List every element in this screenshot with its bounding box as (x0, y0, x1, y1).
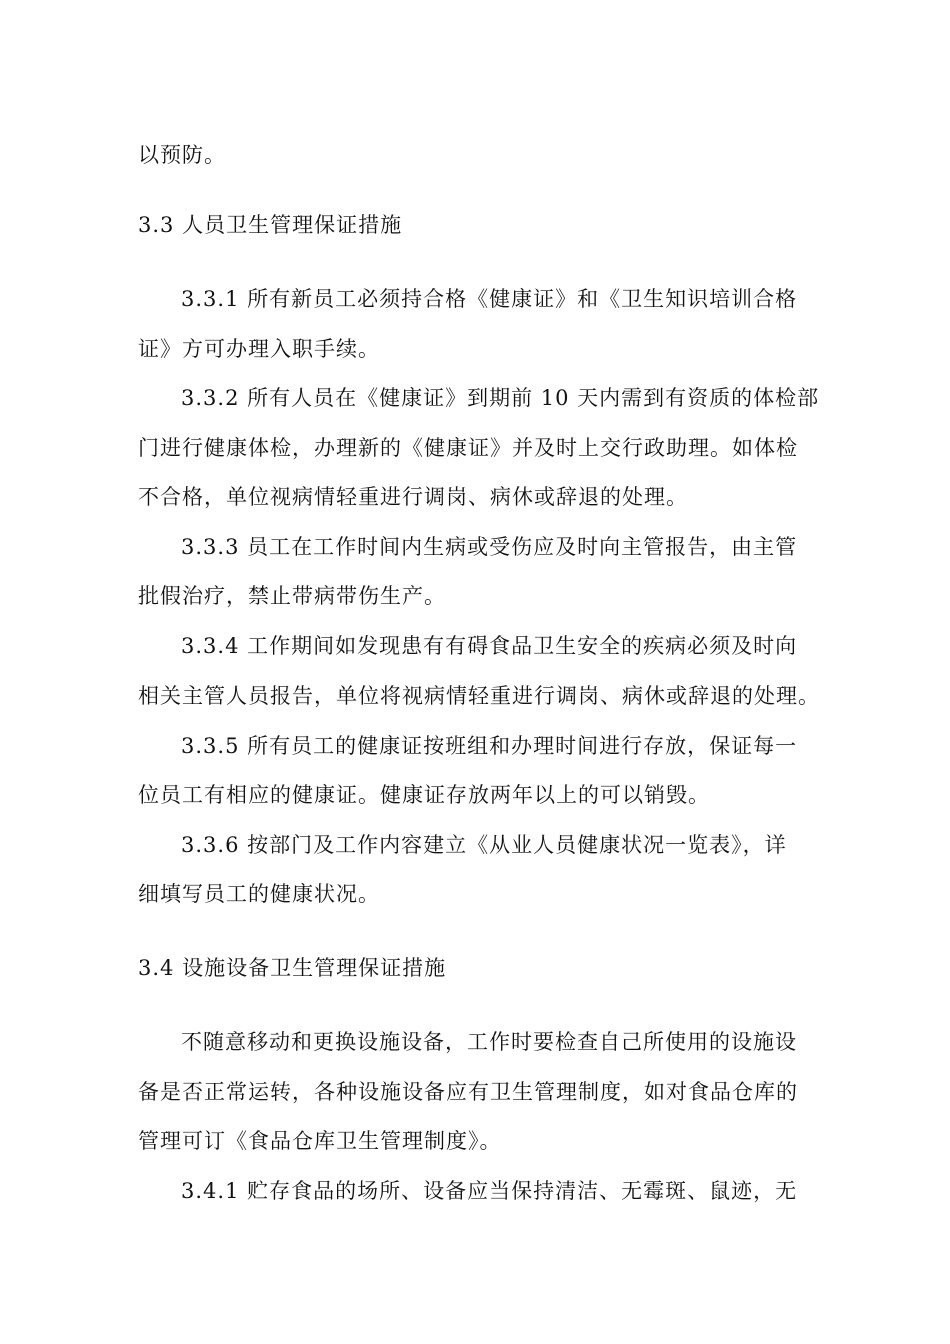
text-line: 门进行健康体检，办理新的《健康证》并及时上交行政助理。如体检 (138, 436, 798, 460)
section-heading: 3.4 设施设备卫生管理保证措施 (138, 956, 447, 980)
text-line: 3.3.6 按部门及工作内容建立《从业人员健康状况一览表》，详 (181, 833, 787, 857)
section-heading: 3.3 人员卫生管理保证措施 (138, 213, 403, 237)
text-line: 3.4.1 贮存食品的场所、设备应当保持清洁、无霉斑、鼠迹，无 (181, 1179, 798, 1203)
text-line: 3.3.2 所有人员在《健康证》到期前 10 天内需到有资质的体检部 (181, 386, 820, 410)
text-line: 3.3.5 所有员工的健康证按班组和办理时间进行存放，保证每一 (181, 734, 798, 758)
text-line: 以预防。 (138, 143, 226, 167)
text-line: 细填写员工的健康状况。 (138, 882, 380, 906)
text-line: 3.3.4 工作期间如发现患有有碍食品卫生安全的疾病必须及时向 (181, 634, 798, 658)
text-line: 不随意移动和更换设施设备，工作时要检查自己所使用的设施设 (181, 1030, 797, 1054)
text-line: 3.3.1 所有新员工必须持合格《健康证》和《卫生知识培训合格 (181, 287, 798, 311)
text-line: 批假治疗，禁止带病带伤生产。 (138, 584, 446, 608)
text-line: 备是否正常运转，各种设施设备应有卫生管理制度，如对食品仓库的 (138, 1080, 798, 1104)
text-line: 相关主管人员报告，单位将视病情轻重进行调岗、病休或辞退的处理。 (138, 684, 820, 708)
text-line: 管理可订《食品仓库卫生管理制度》。 (138, 1129, 502, 1153)
text-line: 位员工有相应的健康证。健康证存放两年以上的可以销毁。 (138, 783, 710, 807)
text-line: 证》方可办理入职手续。 (138, 337, 380, 361)
text-line: 不合格，单位视病情轻重进行调岗、病休或辞退的处理。 (138, 485, 688, 509)
text-line: 3.3.3 员工在工作时间内生病或受伤应及时向主管报告，由主管 (181, 535, 798, 559)
